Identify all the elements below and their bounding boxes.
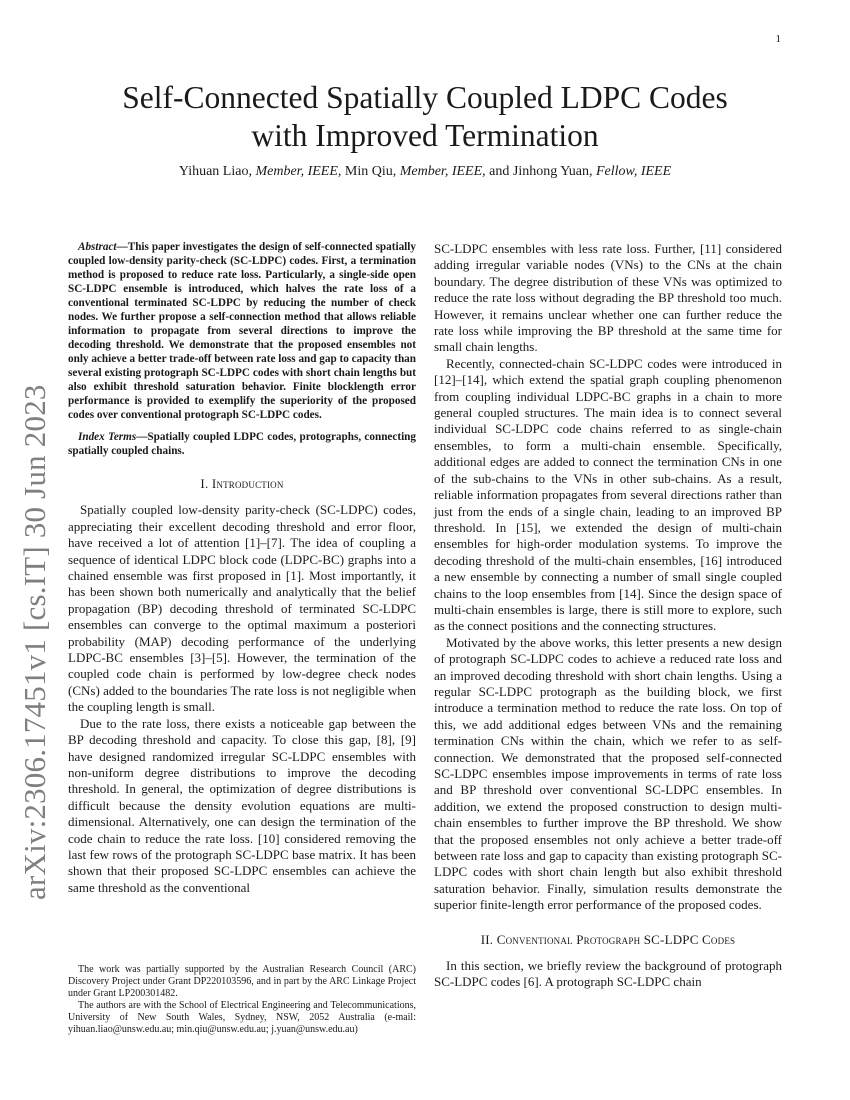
right-column [434, 241, 782, 991]
author-3-name: and Jinhong Yuan, [489, 164, 593, 179]
intro-paragraph-3: SC-LDPC ensembles with less rate loss. Further, [11] considered adding irregular variable nodes (VNs) to the CNs at the chain boundary. The degree distribution of these VNs was optimized to reduce the rate loss without degrading the BP threshold too much. However, it remains unclear whether one can further reduce the rate loss while improving the BP threshold at the same time for small chain lengths. [434, 241, 782, 355]
index-terms-label: Index Terms [78, 431, 137, 443]
left-column [68, 240, 416, 896]
footnote-affiliation: The authors are with the School of Electrical Engineering and Telecommunications, University of New South Wales, Sydney, NSW, 2052 Australia (e-mail: yihuan.liao@unsw.edu.au; min.qiu@unsw.edu.au; j.yuan@unsw.edu.au) [68, 1000, 416, 1036]
section-1-heading: I. Introduction [200, 476, 284, 491]
title-line-2: with Improved Termination [251, 118, 599, 153]
author-2-role: Member, IEEE, [399, 164, 486, 179]
author-1-name: Yihuan Liao, [178, 164, 252, 179]
footnotes [68, 964, 416, 1037]
section-2-heading: II. Conventional Protograph SC-LDPC Codes [480, 931, 736, 947]
title-line-1: Self-Connected Spatially Coupled LDPC Codes [122, 80, 728, 115]
arxiv-stamp: arXiv:2306.17451v1 [cs.IT] 30 Jun 2023 [17, 384, 52, 900]
author-2-name: Min Qiu, [344, 164, 397, 179]
author-3-role: Fellow, IEEE [595, 164, 672, 179]
index-terms [68, 430, 416, 458]
abstract [68, 240, 416, 422]
index-terms-text: —Spatially coupled LDPC codes, protographs, connecting spatially coupled chains. [68, 431, 416, 457]
intro-paragraph-5: Motivated by the above works, this letter presents a new design of protograph SC-LDPC codes to achieve a reduced rate loss and an improved decoding threshold with short chain lengths. Using a regular SC-LDPC protograph as the building block, we first introduce a termination method to reduce the rate loss. On top of this, we add additional edges between VNs and the remaining termination CNs within the chain, which we refer to as self-connection. We demonstrated that the proposed self-connected SC-LDPC ensembles impose improvements in terms of rate loss and BP threshold over conventional SC-LDPC ensembles. In addition, we extend the proposed construction to design multi-chain ensembles to further improve the BP threshold. We show that the proposed ensembles not only achieve a better trade-off between rate loss and gap to capacity than existing protograph SC-LDPC codes with short chain length but also exhibit threshold saturation behavior. Finally, simulation results demonstrate the superior finite-length error performance of the proposed codes. [434, 634, 782, 913]
abstract-label: Abstract [78, 241, 117, 253]
abstract-text: —This paper investigates the design of self-connected spatially coupled low-density parity-check (SC-LDPC) codes. First, a termination method is proposed to reduce rate loss. Particularly, a single-side open SC-LDPC ensemble is introduced, which halves the rate loss of a conventional terminated SC-LDPC by reducing the number of check nodes. We further propose a self-connection method that allows reliable information to propagate from several directions to improve the decoding threshold. We demonstrate that the proposed ensembles not only achieve a better trade-off between rate loss and gap to capacity than several existing protograph SC-LDPC codes with short chain lengths but also exhibit threshold saturation behavior. Finite blocklength error performance is provided to exemplify the superiority of the proposed codes over conventional protograph SC-LDPC codes. [68, 241, 416, 421]
section-2-paragraph-1: In this section, we briefly review the background of protograph SC-LDPC codes [6]. A protograph SC-LDPC chain [434, 958, 782, 990]
page-number: 1 [775, 33, 781, 45]
author-1-role: Member, IEEE, [255, 164, 342, 179]
intro-paragraph-2: Due to the rate loss, there exists a noticeable gap between the BP decoding threshold and capacity. To close this gap, [8], [9] have designed randomized irregular SC-LDPC ensembles with non-uniform degree distributions to improve the decoding threshold. In general, the optimization of degree distributions is difficult because the density evolution equations are multi-dimensional. Alternatively, one can design the termination of the code chain to reduce the rate loss. [10] considered removing the last few rows of the protograph SC-LDPC base matrix. It has been shown that their proposed SC-LDPC ensembles can achieve the same threshold as the conventional [68, 715, 416, 895]
paper-title [0, 79, 850, 155]
intro-paragraph-1: Spatially coupled low-density parity-check (SC-LDPC) codes, appreciating their excellent decoding threshold and error floor, have received a lot of attention [1]–[7]. The idea of coupling a sequence of identical LDPC block code (LDPC-BC) graphs into a chained ensemble was first proposed in [1]. Most importantly, it has been shown both numerically and analytically that the belief propagation (BP) decoding threshold of terminated SC-LDPC ensembles can converge to the optimal maximum a posteriori probability (MAP) decoding performance of the underlying LDPC-BC ensembles [3]–[5]. However, the termination of the coupled code chain is performed by low-degree check nodes (CNs) added to the boundaries The rate loss is not negligible when the coupling length is small. [68, 502, 416, 715]
intro-paragraph-4: Recently, connected-chain SC-LDPC codes were introduced in [12]–[14], which extend the spatial graph coupling phenomenon from coupling individual LDPC-BC graphs in a chain to more general coupled structures. The main idea is to connect several individual SC-LDPC code chains referred to as single-chain ensembles, to form a multi-chain ensemble. Specifically, additional edges are added to connect the termination CNs in one of the sub-chains to the VNs in other sub-chains. As a result, reliable information propagates from several directions rather than just from the ends of a single chain, leading to an improved BP threshold. In [15], we extended the design of multi-chain ensembles for high-order modulation systems. To improve the decoding threshold of the multi-chain ensembles, [16] introduced a new ensemble by connecting a number of small single coupled chains to the loop ensembles from [14]. Since the design space of multi-chain ensembles is large, there is still more to explore, such as the connect positions and the connecting structures. [434, 355, 782, 634]
footnote-funding: The work was partially supported by the Australian Research Council (ARC) Discovery Project under Grant DP220103596, and in part by the ARC Linkage Project under Grant LP200301482. [68, 964, 416, 1000]
author-list [0, 163, 850, 181]
